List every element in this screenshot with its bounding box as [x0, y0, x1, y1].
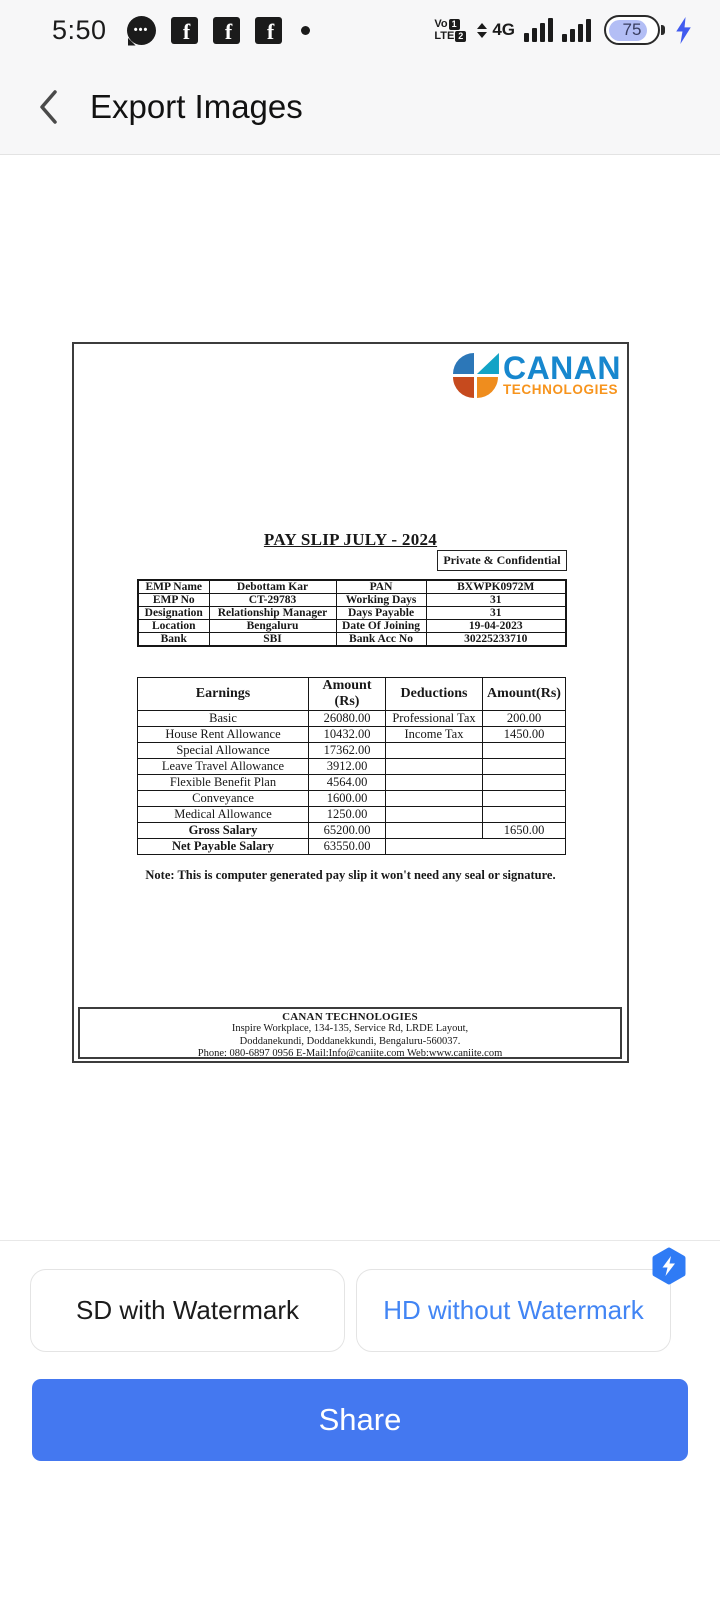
footer-company-name: CANAN TECHNOLOGIES [282, 1011, 418, 1023]
employee-info-table [137, 579, 567, 647]
clock: 5:50 [52, 14, 107, 45]
canan-logo-icon [453, 353, 499, 400]
app-header [0, 60, 720, 155]
signal-bars-icon [562, 19, 591, 42]
signal-bars-icon [524, 18, 553, 42]
salary-table [137, 677, 566, 855]
footer-address-line1: Inspire Workplace, 134-135, Service Rd, LRDE Layout, [231, 1023, 469, 1034]
status-bar [0, 0, 720, 60]
table-row: Basic 26080.00 Professional Tax 200.00 [138, 711, 566, 727]
payslip-title: PAY SLIP JULY - 2024 [263, 530, 438, 549]
table-row: Location Bengaluru Date Of Joining 19-04-2023 [138, 620, 566, 633]
chevron-left-icon [38, 89, 60, 125]
table-header-row: Earnings Amount (Rs) Deductions Amount(Rs) [138, 678, 566, 711]
table-row: Special Allowance 17362.00 [138, 743, 566, 759]
table-row: EMP No CT-29783 Working Days 31 [138, 594, 566, 607]
confidential-badge: Private & Confidential [437, 550, 567, 571]
volte-indicator: Vo 1 LTE 2 [434, 18, 466, 42]
company-logo [453, 350, 621, 400]
charging-bolt-icon [675, 17, 692, 44]
sd-with-watermark-button[interactable]: SD with Watermark [30, 1269, 345, 1352]
premium-lightning-badge-icon [650, 1247, 688, 1285]
payslip-footer [78, 1007, 622, 1059]
payslip-preview [72, 342, 629, 1063]
messenger-icon: ••• [127, 16, 156, 45]
table-row: EMP Name Debottam Kar PAN BXWPK0972M [138, 580, 566, 594]
facebook-icon: f [213, 17, 240, 44]
share-button[interactable]: Share [32, 1379, 688, 1461]
page-title: Export Images [90, 88, 303, 125]
sim2-badge: 2 [455, 31, 466, 42]
net-salary-row: Net Payable Salary 63550.00 [138, 839, 566, 855]
sim1-badge: 1 [449, 19, 460, 30]
table-row: Designation Relationship Manager Days Payable 31 [138, 607, 566, 620]
logo-secondary-text: TECHNOLOGIES [502, 382, 619, 397]
facebook-icon: f [255, 17, 282, 44]
export-options-panel [0, 1240, 720, 1612]
table-row: Medical Allowance 1250.00 [138, 807, 566, 823]
facebook-icon: f [171, 17, 198, 44]
battery-icon [604, 15, 660, 45]
battery-percent: 75 [622, 20, 642, 39]
data-activity-icon [477, 23, 487, 38]
footer-contact-line: Phone: 080-6897 0956 E-Mail:Info@caniite.com Web:www.caniite.com [197, 1048, 503, 1059]
logo-primary-text: CANAN [502, 350, 621, 386]
system-status-icons [434, 15, 692, 45]
table-row: Conveyance 1600.00 [138, 791, 566, 807]
table-row: Flexible Benefit Plan 4564.00 [138, 775, 566, 791]
table-row: House Rent Allowance 10432.00 Income Tax 1450.00 [138, 727, 566, 743]
notification-dot-icon [301, 26, 310, 35]
table-row: Bank SBI Bank Acc No 30225233710 [138, 633, 566, 647]
network-type-label: 4G [492, 20, 515, 39]
gross-salary-row: Gross Salary 65200.00 1650.00 [138, 823, 566, 839]
footer-address-line2: Doddanekundi, Doddanekkundi, Bengaluru-560037. [239, 1035, 461, 1047]
hd-without-watermark-button[interactable]: HD without Watermark [356, 1269, 671, 1352]
back-button[interactable] [38, 89, 60, 125]
notification-icons [127, 16, 310, 45]
payslip-note: Note: This is computer generated pay slip it won't need any seal or signature. [145, 868, 556, 882]
table-row: Leave Travel Allowance 3912.00 [138, 759, 566, 775]
